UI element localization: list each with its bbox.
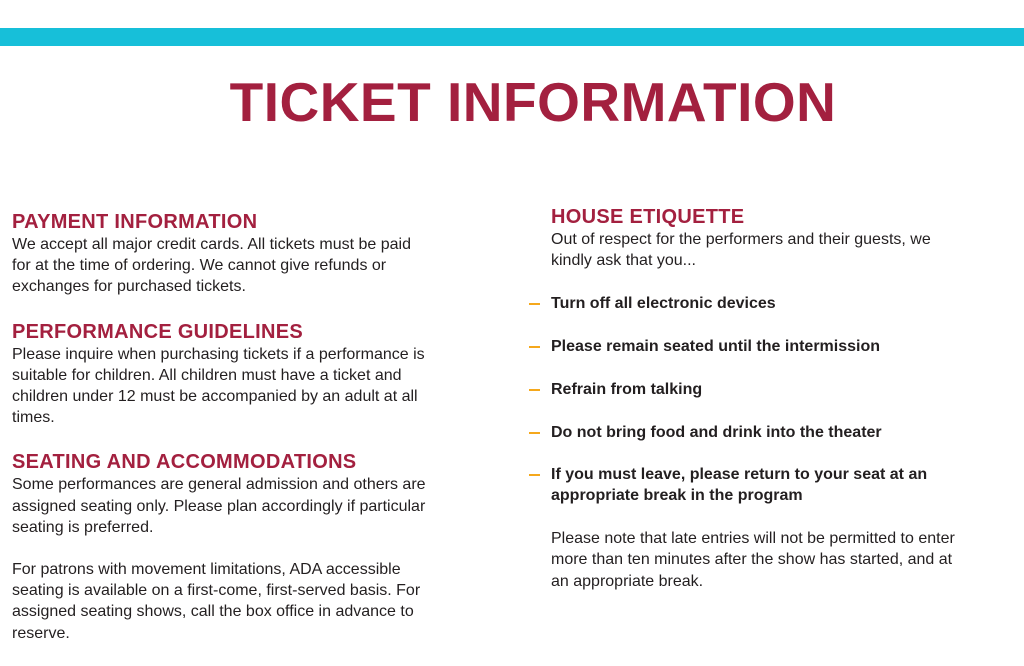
dash-bullet-icon	[529, 346, 540, 348]
dash-bullet-icon	[529, 389, 540, 391]
payment-line: We accept all major credit cards. All tickets must be paid	[12, 236, 411, 253]
payment-heading: PAYMENT INFORMATION	[12, 211, 258, 233]
list-item-text: Please remain seated until the intermission	[551, 338, 880, 356]
top-accent-bar	[0, 28, 1024, 46]
ada-text	[12, 559, 482, 644]
etiquette-heading: HOUSE ETIQUETTE	[551, 206, 745, 228]
performance-heading: PERFORMANCE GUIDELINES	[12, 320, 304, 343]
performance-section	[12, 320, 482, 429]
page-title: TICKET INFORMATION	[229, 71, 837, 133]
intro-line: Out of respect for the performers and their guests, we	[551, 231, 931, 248]
seating-section	[12, 450, 482, 643]
right-column	[527, 205, 1017, 592]
performance-line: suitable for children. All children must have a ticket and	[12, 366, 402, 384]
paragraph-gap	[12, 538, 482, 559]
list-item	[527, 293, 1017, 314]
list-item-text: If you must leave, please return to your seat at an	[551, 466, 928, 484]
list-item	[527, 336, 1017, 357]
dash-bullet-icon	[529, 432, 540, 434]
performance-text	[12, 344, 482, 429]
payment-line: exchanges for purchased tickets.	[12, 278, 246, 296]
ada-line: assigned seating shows, call the box office in advance to	[12, 603, 414, 621]
ada-line: seating is available on a first-come, first-served basis. For	[12, 582, 421, 600]
performance-line: times.	[12, 409, 55, 427]
dash-bullet-icon	[529, 303, 540, 305]
list-item	[527, 464, 1017, 506]
list-item	[527, 422, 1017, 443]
list-item	[527, 379, 1017, 400]
list-item-text: appropriate break in the program	[551, 487, 803, 505]
left-column	[12, 210, 482, 666]
etiquette-list	[527, 293, 1017, 506]
seating-line: seating is preferred.	[12, 518, 154, 536]
late-entry-note	[527, 528, 1017, 592]
intro-line: kindly ask that you...	[551, 252, 696, 270]
ada-line: reserve.	[12, 624, 70, 642]
note-line: an appropriate break.	[551, 572, 704, 590]
performance-line: Please inquire when purchasing tickets if a performance is	[12, 345, 425, 363]
payment-text	[12, 234, 482, 298]
note-line: Please note that late entries will not be permitted to enter	[551, 530, 955, 548]
payment-line: for at the time of ordering. We cannot give refunds or	[12, 257, 387, 275]
list-item-text: Refrain from talking	[551, 380, 703, 398]
seating-text	[12, 474, 482, 538]
dash-bullet-icon	[529, 474, 540, 476]
seating-line: Some performances are general admission and others are	[12, 476, 426, 494]
etiquette-intro	[551, 229, 1017, 271]
seating-line: assigned seating only. Please plan accordingly if particular	[12, 497, 426, 515]
payment-section	[12, 210, 482, 298]
note-line: more than ten minutes after the show has started, and at	[551, 551, 953, 569]
seating-heading: SEATING AND ACCOMMODATIONS	[12, 451, 357, 474]
performance-line: children under 12 must be accompanied by an adult at all	[12, 388, 418, 406]
ada-line: For patrons with movement limitations, ADA accessible	[12, 561, 401, 579]
etiquette-header	[527, 205, 1017, 271]
list-item-text: Do not bring food and drink into the theater	[551, 423, 882, 441]
list-item-text: Turn off all electronic devices	[551, 295, 776, 313]
